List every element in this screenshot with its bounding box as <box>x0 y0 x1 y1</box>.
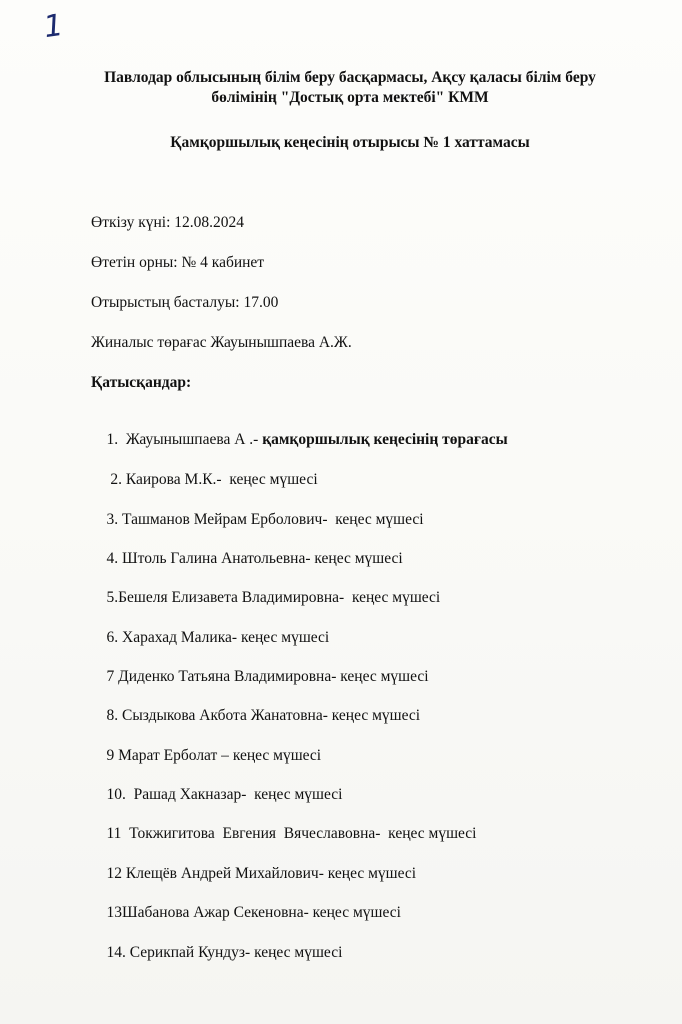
participant-role: кеңес мүшесі <box>254 786 343 803</box>
participants-heading: Қатысқандар: <box>91 374 192 391</box>
handwritten-page-number: 1 <box>41 7 66 46</box>
participant-item <box>91 924 342 981</box>
participant-role: кеңес мүшесі <box>229 471 318 488</box>
participant-role: кеңес мүшесі <box>351 589 441 606</box>
participant-name: 3. Ташманов Мейрам Ерболович- <box>106 511 336 528</box>
participant-name: 13Шабанова Ажар Секеновна- <box>106 904 313 921</box>
participant-name: 7 Диденко Татьяна Владимировна- <box>106 668 341 685</box>
participant-role: кеңес мүшесі <box>314 550 403 567</box>
document-title: Қамқоршылық кеңесінің отырысы № 1 хаттамасы <box>170 134 530 151</box>
participant-role: кеңес мүшесі <box>331 707 421 724</box>
meeting-chair: Жиналыс төрағас Жауынышпаева А.Ж. <box>91 334 352 351</box>
participant-role: кеңес мүшесі <box>340 668 429 685</box>
participant-name: 6. Харахад Малика- <box>106 629 241 646</box>
meeting-date: Өткізу күні: 12.08.2024 <box>91 214 245 231</box>
participant-role: кеңес мүшесі <box>312 904 401 921</box>
participant-name: 9 Марат Ерболат – <box>106 747 233 764</box>
participant-name: 4. Штоль Галина Анатольевна- <box>106 550 315 567</box>
participant-role: кеңес мүшесі <box>335 511 424 528</box>
participant-name: 12 Клещёв Андрей Михайлович- <box>106 865 328 882</box>
participant-role: кеңес мүшесі <box>240 629 330 646</box>
participant-role: кеңес мүшесі <box>254 944 343 961</box>
organization-line-2: бөлімінің "Достық орта мектебі" КММ <box>211 89 489 106</box>
participant-name: 1. Жауынышпаева А .- <box>106 431 263 448</box>
participant-role: кеңес мүшесі <box>388 825 477 842</box>
participant-role: кеңес мүшесі <box>232 747 322 764</box>
participant-name: 2. Каирова М.К.- <box>106 471 230 488</box>
participant-name: 10. Рашад Хакназар- <box>106 786 255 803</box>
participant-name: 14. Серикпай Кундуз- <box>106 944 255 961</box>
organization-line-1: Павлодар облысының білім беру басқармасы, Ақсу қаласы білім беру <box>104 69 596 86</box>
meeting-place: Өтетін орны: № 4 кабинет <box>91 254 265 271</box>
meeting-start-time: Отырыстың басталуы: 17.00 <box>91 294 279 311</box>
participant-role: кеңес мүшесі <box>327 865 417 882</box>
participant-role: қамқоршылық кеңесінің төрағасы <box>262 431 508 448</box>
participant-name: 8. Сыздыкова Акбота Жанатовна- <box>106 707 332 724</box>
participant-name: 5.Бешеля Елизавета Владимировна- <box>106 589 352 606</box>
participant-name: 11 Токжигитова Евгения Вячеславовна- <box>106 825 389 842</box>
